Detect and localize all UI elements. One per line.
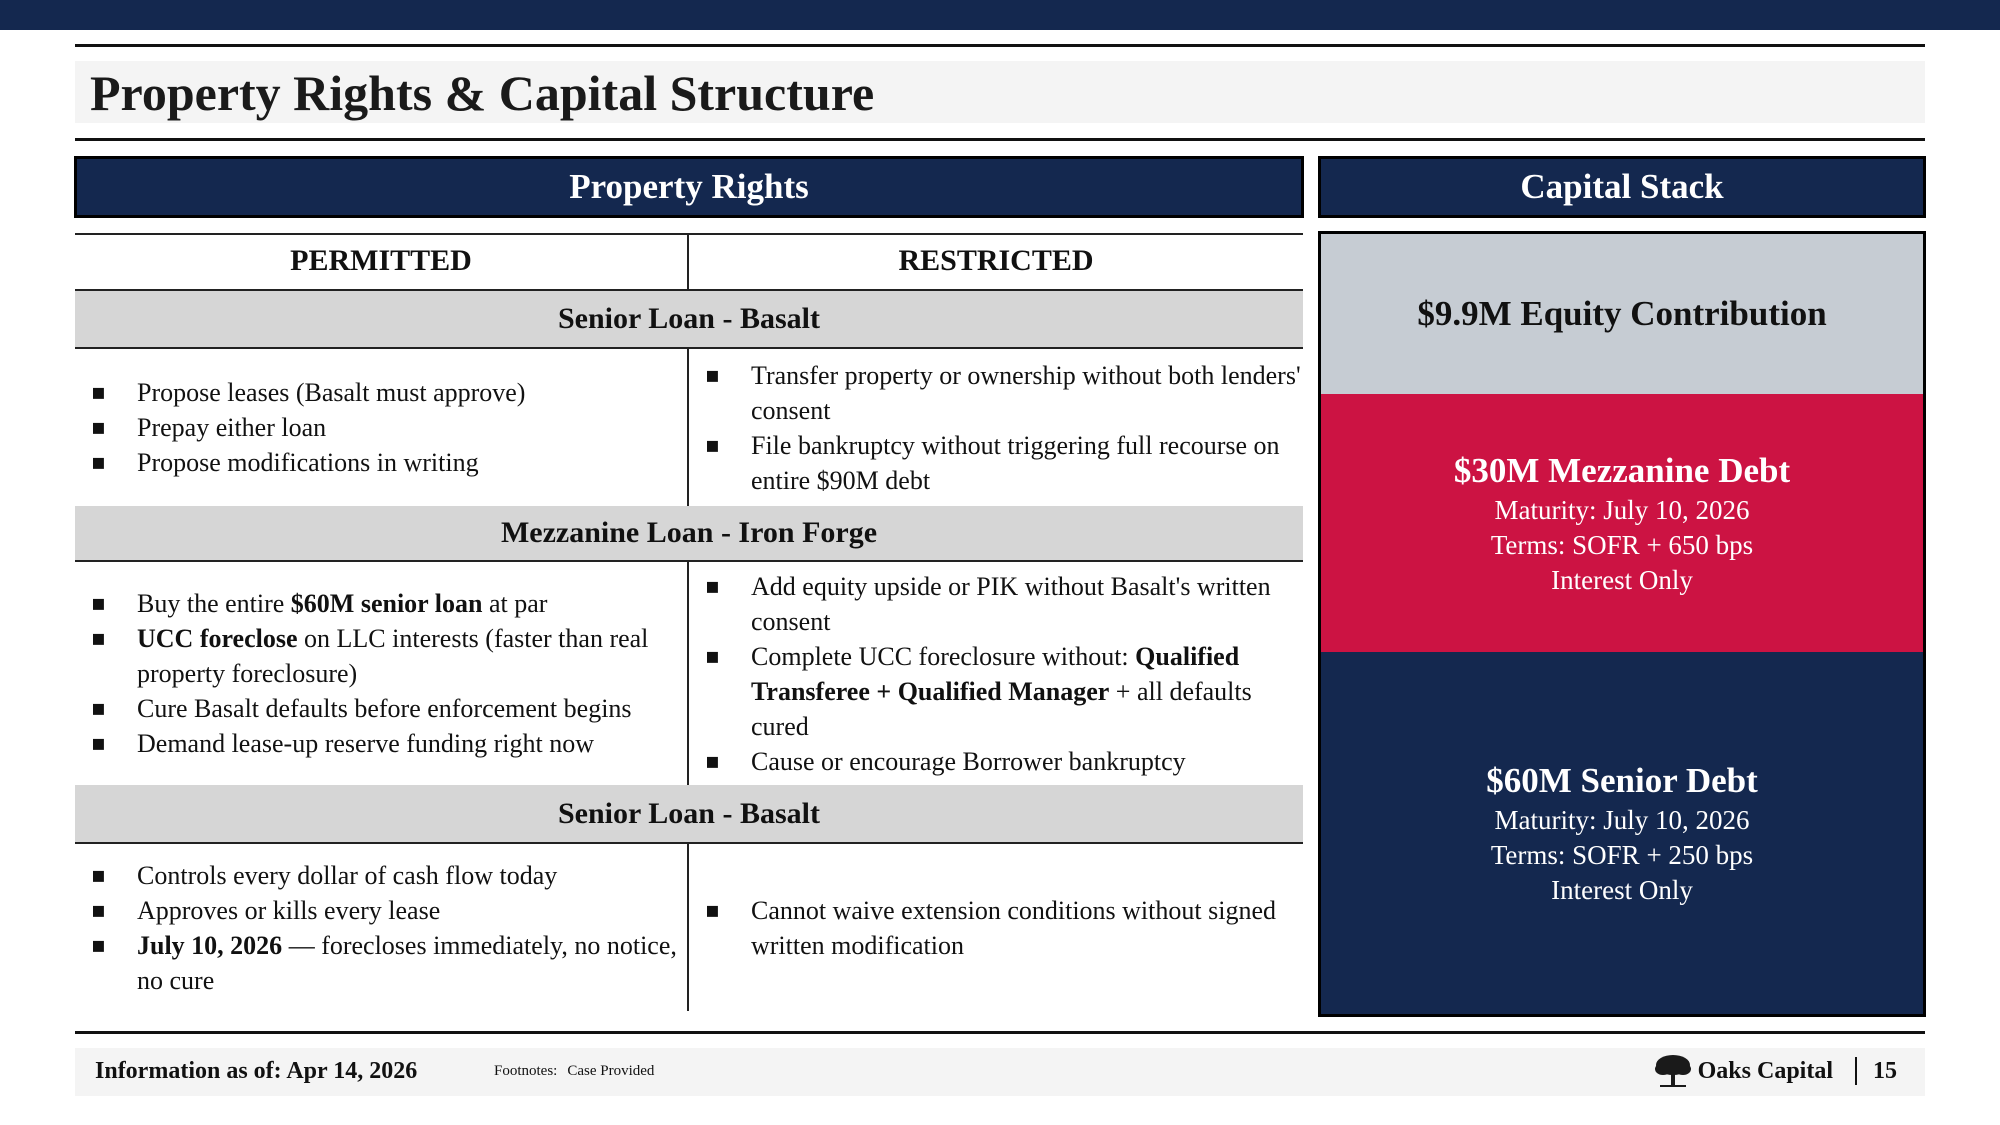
bullet-text: on LLC interests (faster than real property foreclosure) xyxy=(137,624,649,688)
footnotes xyxy=(494,1063,654,1080)
bullet-item xyxy=(75,726,687,761)
permitted-cell xyxy=(75,844,687,1011)
bullet-list xyxy=(75,586,687,761)
tier-title: $60M Senior Debt xyxy=(1486,760,1758,800)
footer-top-rule xyxy=(75,1031,1925,1034)
bullet-item xyxy=(75,410,525,445)
bullet-item xyxy=(75,928,687,998)
bullet-item xyxy=(689,744,1303,779)
column-header-permitted: PERMITTED xyxy=(290,244,472,277)
bullet-text: Approves or kills every lease xyxy=(137,895,441,925)
bullet-list xyxy=(75,858,687,998)
bullet-item xyxy=(75,586,687,621)
column-header-restricted: RESTRICTED xyxy=(898,244,1094,277)
page-number: 15 xyxy=(1873,1057,1897,1084)
title-band xyxy=(75,61,1925,123)
page-title: Property Rights & Capital Structure xyxy=(90,65,875,121)
brand-name: Oaks Capital xyxy=(1697,1057,1833,1084)
tier-maturity: Maturity: July 10, 2026 xyxy=(1494,494,1750,525)
bullet-text: Controls every dollar of cash flow today xyxy=(137,860,558,890)
restricted-cell xyxy=(689,844,1303,1011)
bullet-text: Cannot waive extension conditions without signed written modification xyxy=(751,895,1276,960)
property-rights-header: Property Rights xyxy=(74,156,1304,218)
tier-maturity: Maturity: July 10, 2026 xyxy=(1494,804,1750,835)
bullet-list xyxy=(75,375,525,480)
property-rights-table xyxy=(75,233,1303,1019)
bullet-item xyxy=(75,893,687,928)
bullet-emphasis: $60M senior loan xyxy=(290,589,483,618)
bullet-item xyxy=(75,621,687,691)
bullet-text: Transfer property or ownership without both lenders' consent xyxy=(751,360,1301,425)
bullet-text: Prepay either loan xyxy=(137,413,327,442)
capital-stack-header: Capital Stack xyxy=(1318,156,1926,218)
tier-title: $9.9M Equity Contribution xyxy=(1417,294,1827,333)
bullet-text: Propose leases (Basalt must approve) xyxy=(137,378,526,407)
bullet-list xyxy=(689,569,1303,779)
bullet-item xyxy=(689,639,1303,744)
bullet-emphasis: UCC foreclose xyxy=(137,624,298,653)
bullet-text: File bankruptcy without triggering full recourse on entire $90M debt xyxy=(751,430,1280,495)
bullet-list xyxy=(689,893,1303,963)
bullet-text: + all defaults cured xyxy=(751,676,1252,741)
bullet-item xyxy=(689,569,1303,639)
title-bottom-rule xyxy=(75,138,1925,141)
mezzanine-tier xyxy=(1321,394,1923,652)
section-label: Mezzanine Loan - Iron Forge xyxy=(75,506,1303,560)
brand-divider xyxy=(1855,1057,1857,1085)
title-top-rule xyxy=(75,44,1925,47)
bullet-text: Add equity upside or PIK without Basalt's written consent xyxy=(751,571,1271,636)
bullet-item xyxy=(689,893,1303,963)
bullet-emphasis: July 10, 2026 xyxy=(137,930,283,960)
section-label: Senior Loan - Basalt xyxy=(75,785,1303,842)
bullet-item xyxy=(75,375,525,410)
senior-tier xyxy=(1321,652,1923,1014)
footnotes-text: Case Provided xyxy=(567,1063,655,1079)
info-as-of: Information as of: Apr 14, 2026 xyxy=(95,1058,418,1084)
bullet-item xyxy=(75,858,687,893)
bullet-item xyxy=(75,691,687,726)
tier-terms: Terms: SOFR + 250 bps xyxy=(1490,839,1754,870)
capital-stack xyxy=(1318,231,1926,1017)
bullet-item xyxy=(689,428,1303,498)
tier-interest: Interest Only xyxy=(1551,874,1693,905)
bullet-text: Cure Basalt defaults before enforcement begins xyxy=(137,694,632,723)
bullet-item xyxy=(75,445,525,480)
footnotes-label: Footnotes: xyxy=(494,1063,558,1079)
restricted-cell xyxy=(689,562,1303,785)
bullet-text: — forecloses immediately, no notice, no cure xyxy=(137,930,677,995)
bullet-item xyxy=(689,358,1303,428)
footer xyxy=(75,1048,1925,1096)
section-label: Senior Loan - Basalt xyxy=(75,291,1303,347)
tier-terms: Terms: SOFR + 650 bps xyxy=(1490,529,1754,560)
restricted-cell xyxy=(689,349,1303,506)
tier-title: $30M Mezzanine Debt xyxy=(1453,450,1791,490)
tier-interest: Interest Only xyxy=(1551,564,1693,595)
bullet-emphasis: Qualified Transferee + Qualified Manager xyxy=(751,641,1240,706)
brand xyxy=(1654,1054,1897,1088)
bullet-text: Propose modifications in writing xyxy=(137,448,479,477)
bullet-text: Demand lease-up reserve funding right now xyxy=(137,729,595,758)
bullet-text: Complete UCC foreclosure without: xyxy=(751,641,1136,671)
bullet-text: Cause or encourage Borrower bankruptcy xyxy=(751,746,1186,776)
top-accent-bar xyxy=(0,0,2000,30)
equity-tier xyxy=(1321,234,1923,394)
bullet-text: Buy the entire xyxy=(137,589,291,618)
bullet-list xyxy=(689,358,1303,498)
oak-tree-icon xyxy=(1654,1054,1692,1088)
permitted-cell xyxy=(75,349,687,506)
permitted-cell xyxy=(75,562,687,785)
bullet-text: at par xyxy=(482,589,548,618)
